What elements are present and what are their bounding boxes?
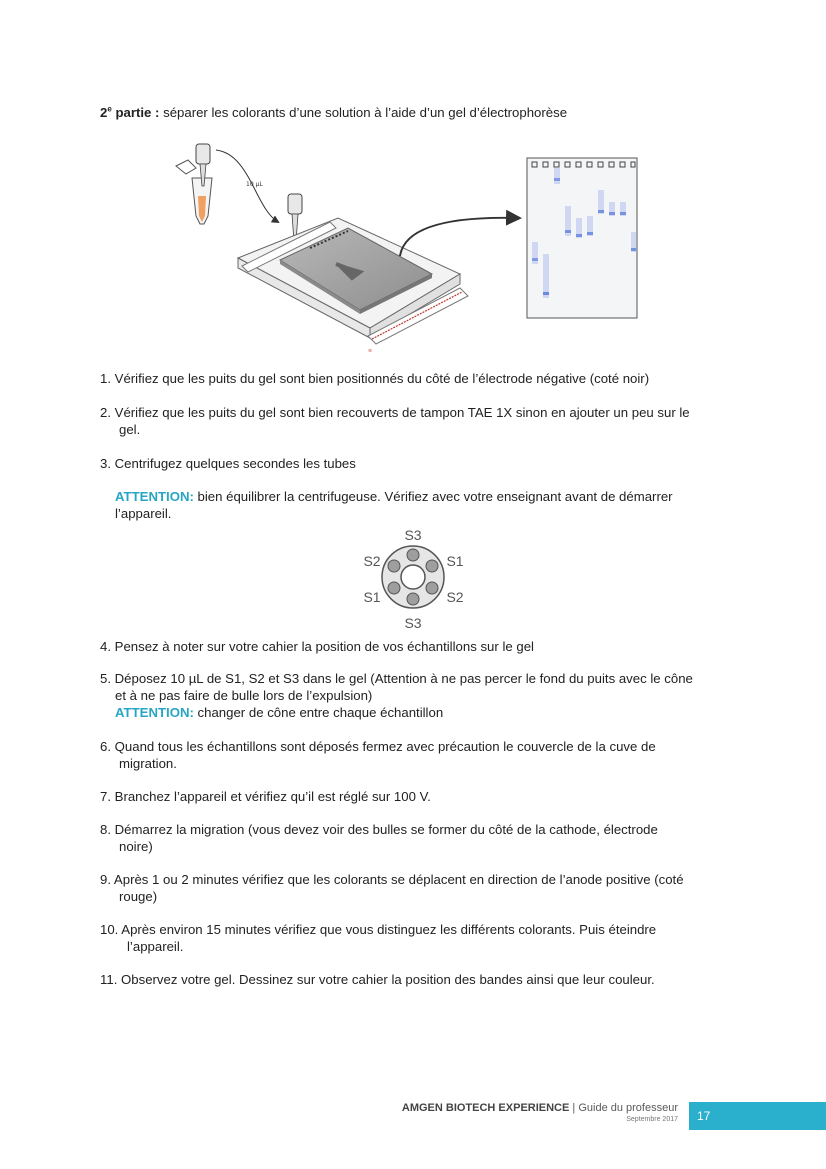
step-10-line-1: 10. Après environ 15 minutes vérifiez que vous distinguez les différents colorants. Puis éteindre	[100, 922, 657, 937]
step-5-line-1: 5. Déposez 10 µL de S1, S2 et S3 dans le gel (Attention à ne pas percer le fond du puits avec le cône	[100, 671, 693, 686]
rotor-label-top: S3	[404, 527, 422, 543]
step-2-line-1: 2. Vérifiez que les puits du gel sont bien recouverts de tampon TAE 1X sinon en ajouter un peu sur le	[100, 405, 690, 420]
step-9-line-2: rouge)	[119, 889, 158, 904]
step-9	[100, 871, 725, 905]
step-2-line-2: gel.	[119, 422, 141, 437]
footer-text	[402, 1102, 678, 1124]
page-number: 17	[697, 1109, 711, 1123]
attention-text-2: changer de cône entre chaque échantillon	[193, 705, 444, 720]
rotor-label-lower-right: S2	[446, 589, 464, 605]
centrifuge-rotor-diagram	[355, 522, 475, 632]
attention-text: bien équilibrer la centrifugeuse. Vérifiez avec votre enseignant avant de démarrer	[193, 489, 673, 504]
step-8-line-1: 8. Démarrez la migration (vous devez voir des bulles se former du côté de la cathode, électrode	[100, 822, 658, 837]
step-2	[100, 404, 725, 438]
rotor-slot-2	[426, 560, 438, 572]
step-4: 4. Pensez à noter sur votre cahier la position de vos échantillons sur le gel	[100, 639, 534, 654]
attention-text-line-2: l’appareil.	[115, 506, 172, 521]
rotor-slot-6	[388, 560, 400, 572]
rotor-label-lower-left: S1	[363, 589, 381, 605]
step-7: 7. Branchez l’appareil et vérifiez qu’il est réglé sur 100 V.	[100, 789, 431, 804]
step-8	[100, 821, 725, 855]
rotor-slot-5	[388, 582, 400, 594]
step-6-line-2: migration.	[119, 756, 177, 771]
step-1: 1. Vérifiez que les puits du gel sont bien positionnés du côté de l’électrode négative (coté noir)	[100, 371, 650, 386]
result-gel	[527, 158, 637, 318]
rotor-label-upper-right: S1	[446, 553, 464, 569]
step-6-line-1: 6. Quand tous les échantillons sont déposés fermez avec précaution le couvercle de la cuve de	[100, 739, 656, 754]
step-5-line-2: et à ne pas faire de bulle lors de l’expulsion)	[115, 688, 373, 703]
step-9-line-1: 9. Après 1 ou 2 minutes vérifiez que les colorants se déplacent en direction de l’anode positive (coté	[100, 872, 684, 887]
step-6	[100, 738, 725, 772]
heading-text: séparer les colorants d’une solution à l’aide d’un gel d’électrophorèse	[159, 105, 568, 120]
step-8-line-2: noire)	[119, 839, 153, 854]
attention-label-2: ATTENTION:	[115, 705, 194, 720]
result-arrow	[400, 218, 518, 256]
heading-part-number: 2e partie :	[100, 104, 160, 120]
attention-label: ATTENTION:	[115, 489, 194, 504]
step-5	[100, 670, 725, 721]
rotor-hub	[401, 565, 425, 589]
sample-tube-icon	[176, 160, 212, 224]
rotor-label-upper-left: S2	[363, 553, 381, 569]
step-11: 11. Observez votre gel. Dessinez sur votre cahier la position des bandes ainsi que leur couleur.	[100, 972, 655, 987]
step-10-line-2: l’appareil.	[127, 939, 184, 954]
rotor-slot-1	[407, 549, 419, 561]
step-3-attention	[115, 488, 725, 522]
footer-guide: Guide du professeur	[578, 1102, 678, 1114]
volume-label: 10 µL	[246, 181, 263, 188]
footer-separator: |	[569, 1102, 579, 1114]
footer-date: Septembre 2017	[626, 1116, 678, 1123]
step-3: 3. Centrifugez quelques secondes les tubes	[100, 456, 356, 471]
electrode-label: ≋	[368, 348, 373, 354]
step-10	[100, 921, 725, 955]
rotor-slot-3	[426, 582, 438, 594]
rotor-label-bottom: S3	[404, 615, 422, 631]
footer-brand: AMGEN BIOTECH EXPERIENCE	[401, 1102, 570, 1114]
rotor-slot-4	[407, 593, 419, 605]
section-heading	[100, 104, 567, 121]
electrophoresis-illustration	[160, 138, 650, 360]
